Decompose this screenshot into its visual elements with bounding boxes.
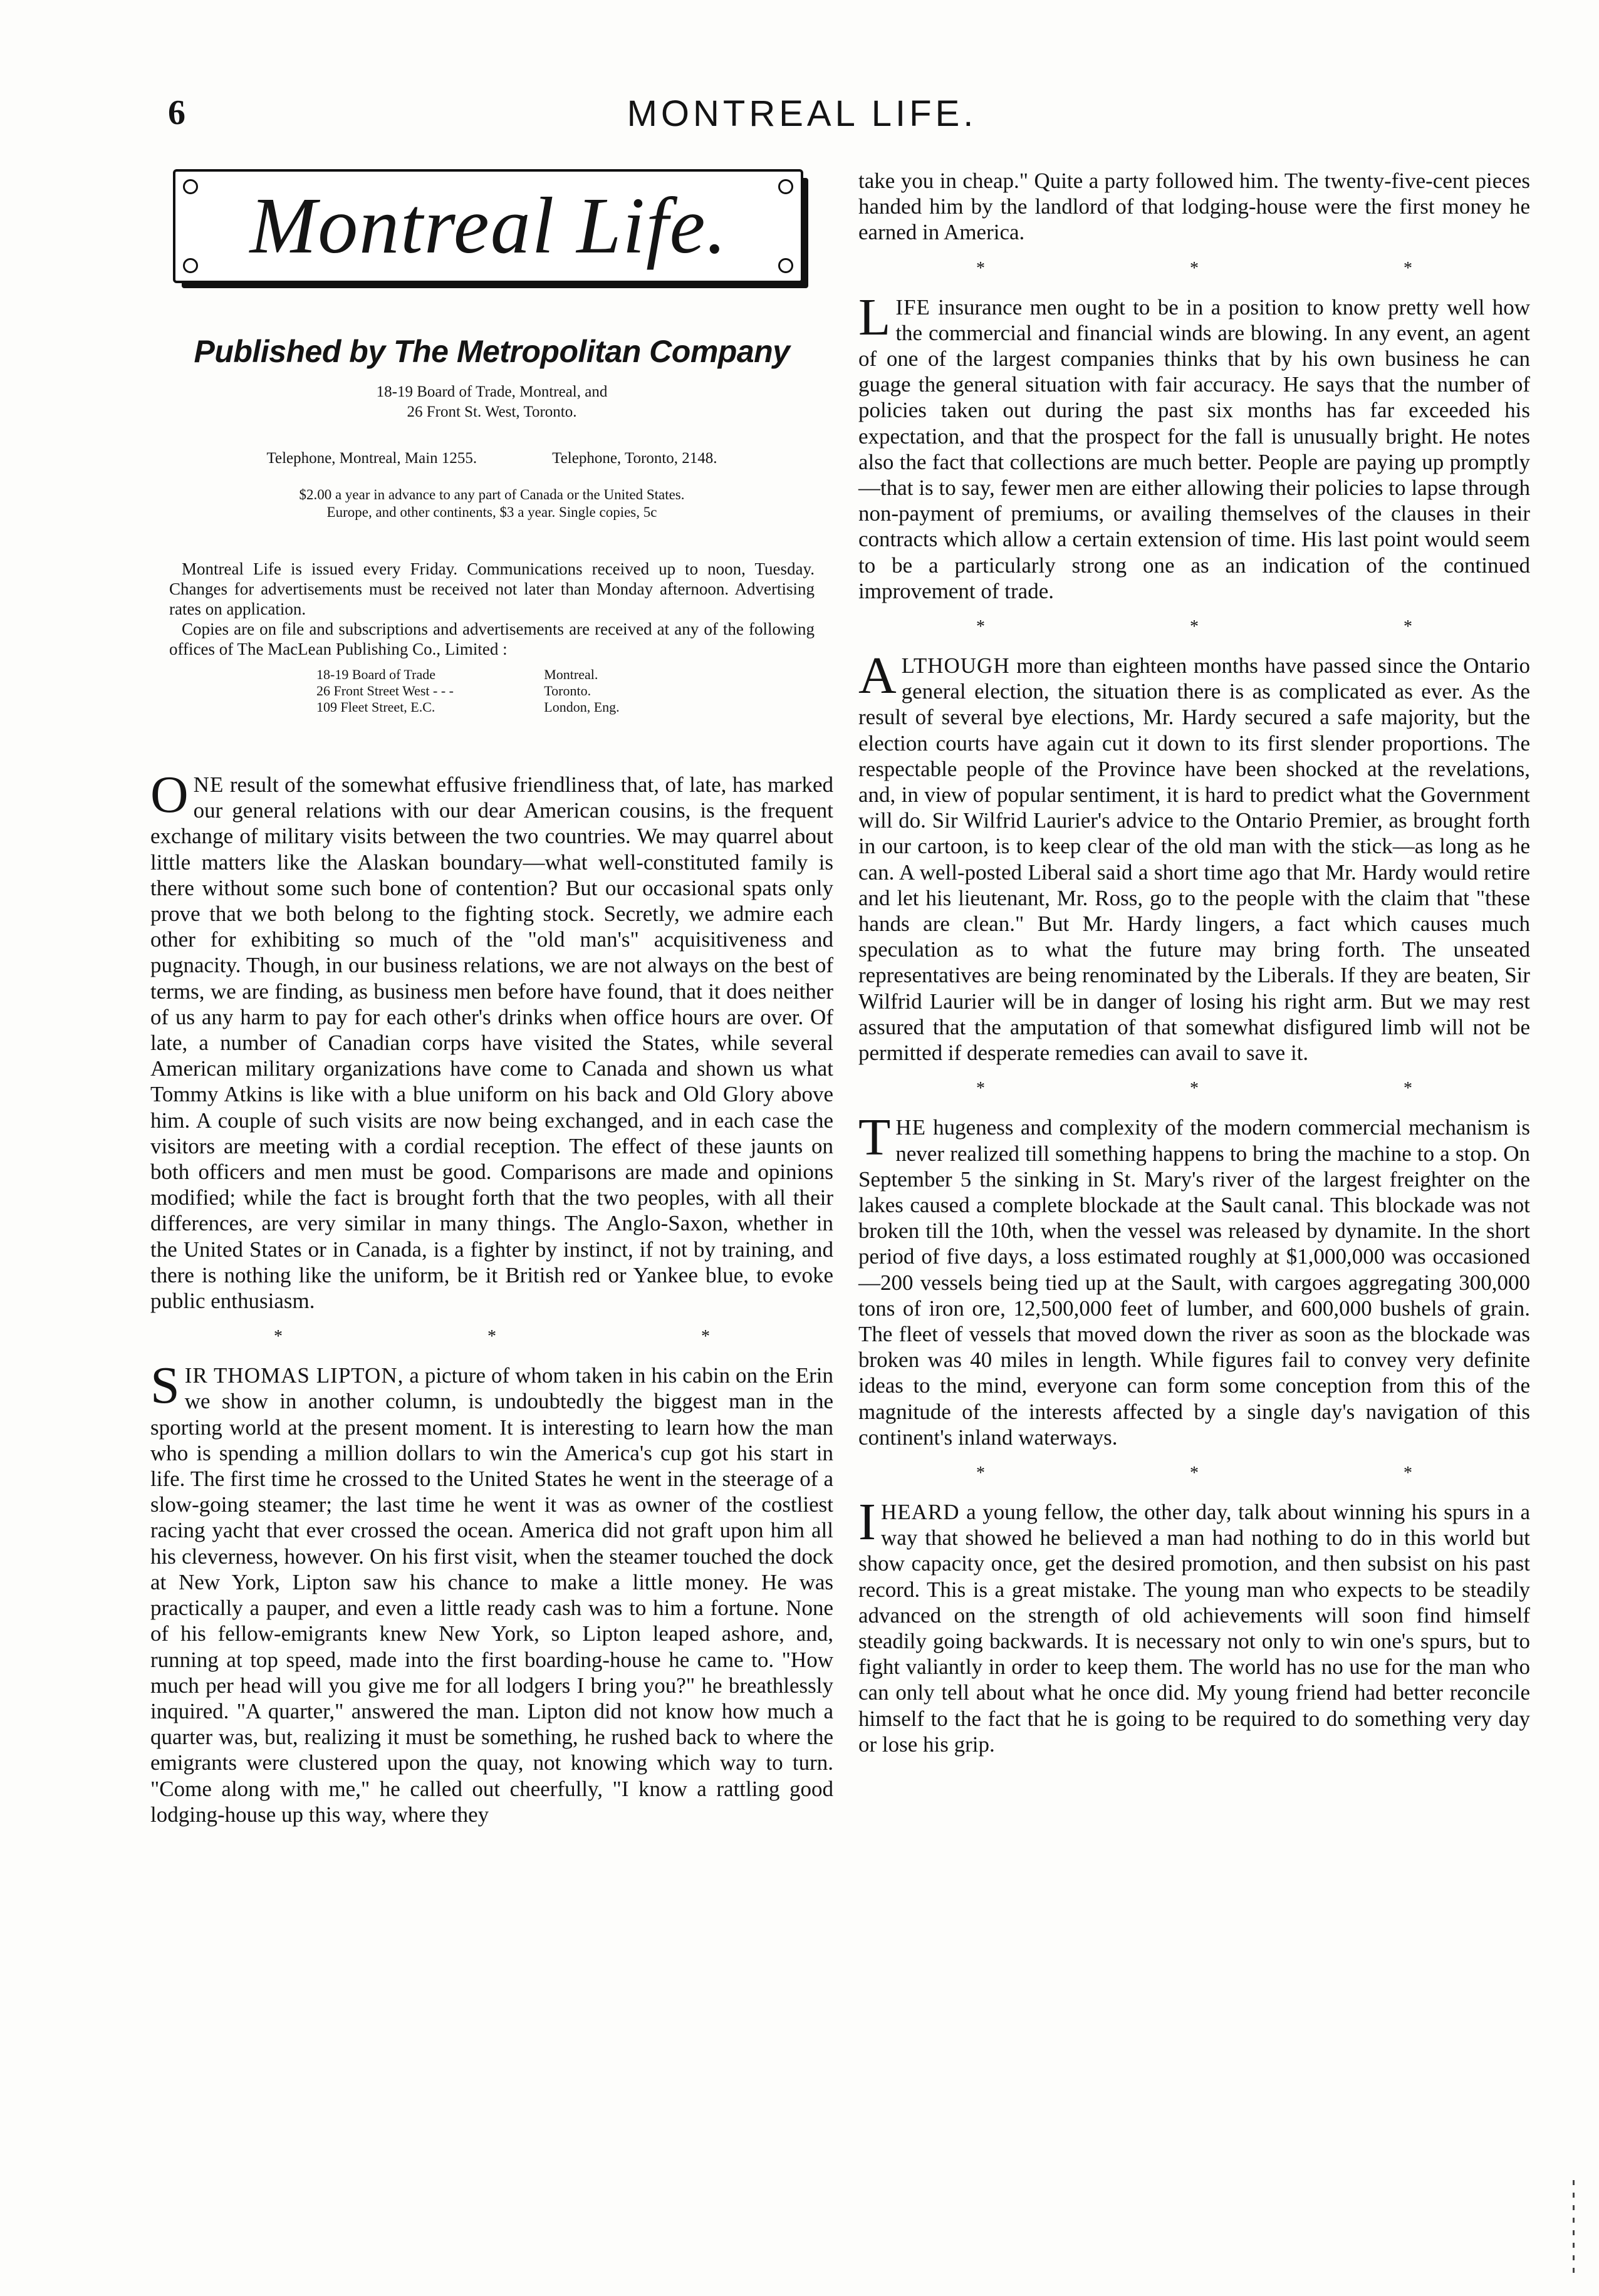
lead-words: HEARD — [880, 1499, 960, 1524]
notice-paragraph: Montreal Life is issued every Friday. Communications received up to noon, Tuesday. Changes for advertisements must be received not later than Monday afternoon. Advertising rates on application. — [169, 559, 815, 618]
notice-paragraph: Copies are on file and subscriptions and advertisements are received at any of the following offices of The MacLean Publishing Co., Limited : — [169, 620, 815, 658]
terms-line: $2.00 a year in advance to any part of Canada or the United States. — [299, 487, 685, 502]
article-paragraph — [150, 766, 833, 1314]
margin-dashes — [1573, 2180, 1575, 2280]
drop-cap: O — [150, 766, 189, 824]
office-row — [316, 683, 667, 699]
article-body: insurance men ought to be in a position to know pretty well how the commercial and financial winds are blowing. In any event, an agent of one of the largest companies thinks that by his own business he can guage the general situation with fair accuracy. He says that the number of policies taken out during the past six months has far exceeded his expectation, and that the prospect for the fall is unusually bright. He notes also the fact that collections are much better. People are paying up promptly—that is to say, fewer men are either allowing their policies to lapse through non-payment of premiums, or availing themselves of the clauses in their contracts which allow a certain extension of time. His last point would seem to be a particularly strong one as an indication of the continued improvement of trade. — [858, 294, 1530, 603]
page-header — [0, 93, 1599, 143]
left-column — [150, 169, 833, 1827]
article-thomas-lipton — [150, 1356, 833, 1827]
article-body: result of the somewhat effusive friendliness that, of late, has marked our general relations with our dear American cousins, is the frequent exchange of military visits between the two countries. We may quarrel about little matters like the Alaskan boundary—what well-constituted family is there without some such bone of contention? But our occasional spats only prove that we both belong to the fighting stock. Secretly, we admire each other for exhibiting so much of the "old man's" acquisitiveness and pugnacity. Though, in our business relations, we are not always on the best of terms, we are finding, as business men before have found, that it does neither of us any harm to pay for each other's drinks when office hours are over. Of late, a number of Canadian corps have visited the States, while several American military organizations have come to Canada and shown us what Tommy Atkins is like with a blue uniform on his back and Old Glory above him. A couple of such visits are now being exchanged, and in each case the visitors are meeting with a cordial reception. The effect of these jaunts on both officers and men must be good. Comparisons are made and opinions modified; while the fact is brought forth that the two peoples, with all their differences, are very similar in many things. The Anglo-Saxon, whether in the United States or in Canada, is a fighter by instinct, if not by training, and there is nothing like the uniform, be it British red or Yankee blue, to evoke public enthusiasm. — [150, 772, 833, 1314]
article-lipton-continued — [858, 168, 1530, 246]
lead-words: IR THOMAS LIPTON, — [184, 1363, 404, 1388]
article-body: a young fellow, the other day, talk about winning his spurs in a way that showed he believed a man had nothing to do in this world but show capacity once, get the desired promotion, and then subsist on his past record. This is a great mistake. The young man who expects to be steadily advanced on the strength of old achievements will soon find himself steadily going backwards. It is necessary not only to win one's spurs, but to fight valiantly in order to keep them. The world has no use for the man who can only tell about what he once did. My young friend had better reconcile himself to the fact that he is going to be required to do something very day or lose his grip. — [858, 1499, 1530, 1757]
article-body: more than eighteen months have passed since the Ontario general election, the situation there is as complicated as ever. As the result of several bye elections, Mr. Hardy secured a safe majority, but the election courts have again cut it down to its first slender proportions. The respectable people of the Province have been shocked at the revelations, and, in view of popular sentiment, it is hard to predict what the Government will do. Sir Wilfrid Laurier's advice to the Ontario Premier, as brought forth in our cartoon, is to keep clear of the old man with the stick—as long as he can. A well-posted Liberal said a short time ago that Mr. Hardy would retire and let his lieutenant, Mr. Ross, go to the people with the claim that "these hands are clean." But Mr. Hardy lingers, a fact which causes much speculation as to what the future may bring forth. The unseated representatives are being renominated by the Liberals. If they are beaten, Sir Wilfrid Laurier will be in danger of losing his right arm. But we may rest assured that the amputation of that somewhat disfigured limb will not be permitted if desperate remedies can avail to save it. — [858, 653, 1530, 1066]
masthead-frame — [173, 169, 803, 283]
page-number: 6 — [168, 93, 185, 132]
subscription-terms — [150, 486, 833, 521]
address-line: 18-19 Board of Trade, Montreal, and — [376, 383, 608, 400]
office-city: Toronto. — [544, 683, 591, 699]
article-paragraph — [858, 288, 1530, 604]
office-address: 109 Fleet Street, E.C. — [316, 699, 435, 715]
article-military-visits — [150, 766, 833, 1314]
phone-toronto: Telephone, Toronto, 2148. — [552, 450, 717, 467]
lead-words: IFE — [895, 294, 930, 319]
article-sault-blockade — [858, 1108, 1530, 1450]
address-line: 26 Front St. West, Toronto. — [407, 403, 577, 420]
article-body: a picture of whom taken in his cabin on the Erin we show in another column, is undoubtedly the biggest man in the sporting world at the present moment. It is interesting to learn how the man who is spending a million dollars to win the America's cup got his start in life. The first time he crossed to the United States he went in the steerage of a slow-going steamer; the last time he went it was as owner of the costliest racing yacht that ever crossed the ocean. America did not graft upon him all his cleverness, however. On his first visit, when the steamer touched the dock at New York, Lipton saw his chance to make a little money. He was practically a pauper, and even a little ready cash was to him a fortune. None of his fellow-emigrants knew New York, so Lipton leaped ashore, and, running at top speed, made into the first boarding-house he came to. "How much per head will you give me for all lodgers I bring you?" he breathlessly inquired. "A quarter," answered the man. Lipton did not know how much a quarter was, but, realizing it must be something, he rushed back to where the emigrants were clustered upon the quay, not knowing which way to turn. "Come along with me," he called out cheerfully, "I know a rattling good lodging-house up this way, where they — [150, 1363, 833, 1827]
drop-cap: A — [858, 647, 897, 705]
section-separator: * * * — [976, 617, 1513, 637]
article-paragraph: take you in cheap." Quite a party followed him. The twenty-five-cent pieces handed him by the landlord of that lodging-house were the first money he earned in America. — [858, 169, 1530, 245]
masthead-title: Montreal Life. — [249, 181, 728, 270]
lead-words: LTHOUGH — [901, 653, 1010, 678]
drop-cap: S — [150, 1356, 180, 1415]
office-address: 18-19 Board of Trade — [316, 667, 436, 682]
office-city: Montreal. — [544, 667, 598, 682]
article-paragraph — [858, 647, 1530, 1066]
office-row — [316, 699, 667, 715]
section-separator: * * * — [976, 1079, 1513, 1099]
telephone-numbers — [150, 450, 833, 467]
article-body: hugeness and complexity of the modern commercial mechanism is never realized till something happens to bring the machine to a stop. On September 5 the sinking in St. Mary's river of the largest freighter on the lakes caused a complete blockade at the Sault canal. This blockade was not broken till the 10th, when the vessel was released by dynamite. In the short period of five days, a loss estimated roughly at $1,000,000 was occasioned—200 vessels being tied up at the Sault, with cargoes aggregating 300,000 tons of iron ore, 12,500,000 feet of lumber, and 600,000 bushels of grain. The fleet of vessels that moved down the river as soon as the blockade was broken was 40 miles in length. While figures fail to convey very definite ideas to the mind, everyone can form some conception from this of the magnitude of the interests affected by a single day's navigation of this continent's inland waterways. — [858, 1115, 1530, 1450]
terms-line: Europe, and other continents, $3 a year. Single copies, 5c — [326, 504, 657, 520]
drop-cap: L — [858, 288, 891, 346]
phone-montreal: Telephone, Montreal, Main 1255. — [266, 450, 477, 467]
office-row — [316, 667, 667, 683]
lead-words: HE — [895, 1115, 926, 1140]
publisher-line: Published by The Metropolitan Company — [194, 334, 790, 369]
drop-cap: I — [858, 1492, 876, 1551]
article-paragraph — [858, 1492, 1530, 1757]
lead-words: NE — [193, 772, 224, 797]
running-head: MONTREAL LIFE. — [627, 93, 977, 134]
article-paragraph — [150, 1356, 833, 1827]
publication-notice — [169, 559, 815, 659]
article-life-insurance — [858, 288, 1530, 604]
right-column — [858, 155, 1530, 1757]
drop-cap: T — [858, 1108, 891, 1167]
article-ontario-election — [858, 647, 1530, 1066]
article-winning-spurs — [858, 1492, 1530, 1757]
office-city: London, Eng. — [544, 699, 620, 715]
section-separator: * * * — [976, 258, 1513, 278]
section-separator: * * * — [976, 1463, 1513, 1483]
masthead-plate — [173, 169, 812, 294]
article-paragraph — [858, 1108, 1530, 1450]
section-separator: * * * — [274, 1327, 810, 1347]
office-list — [316, 667, 667, 715]
office-address: 26 Front Street West - - - — [316, 683, 454, 699]
